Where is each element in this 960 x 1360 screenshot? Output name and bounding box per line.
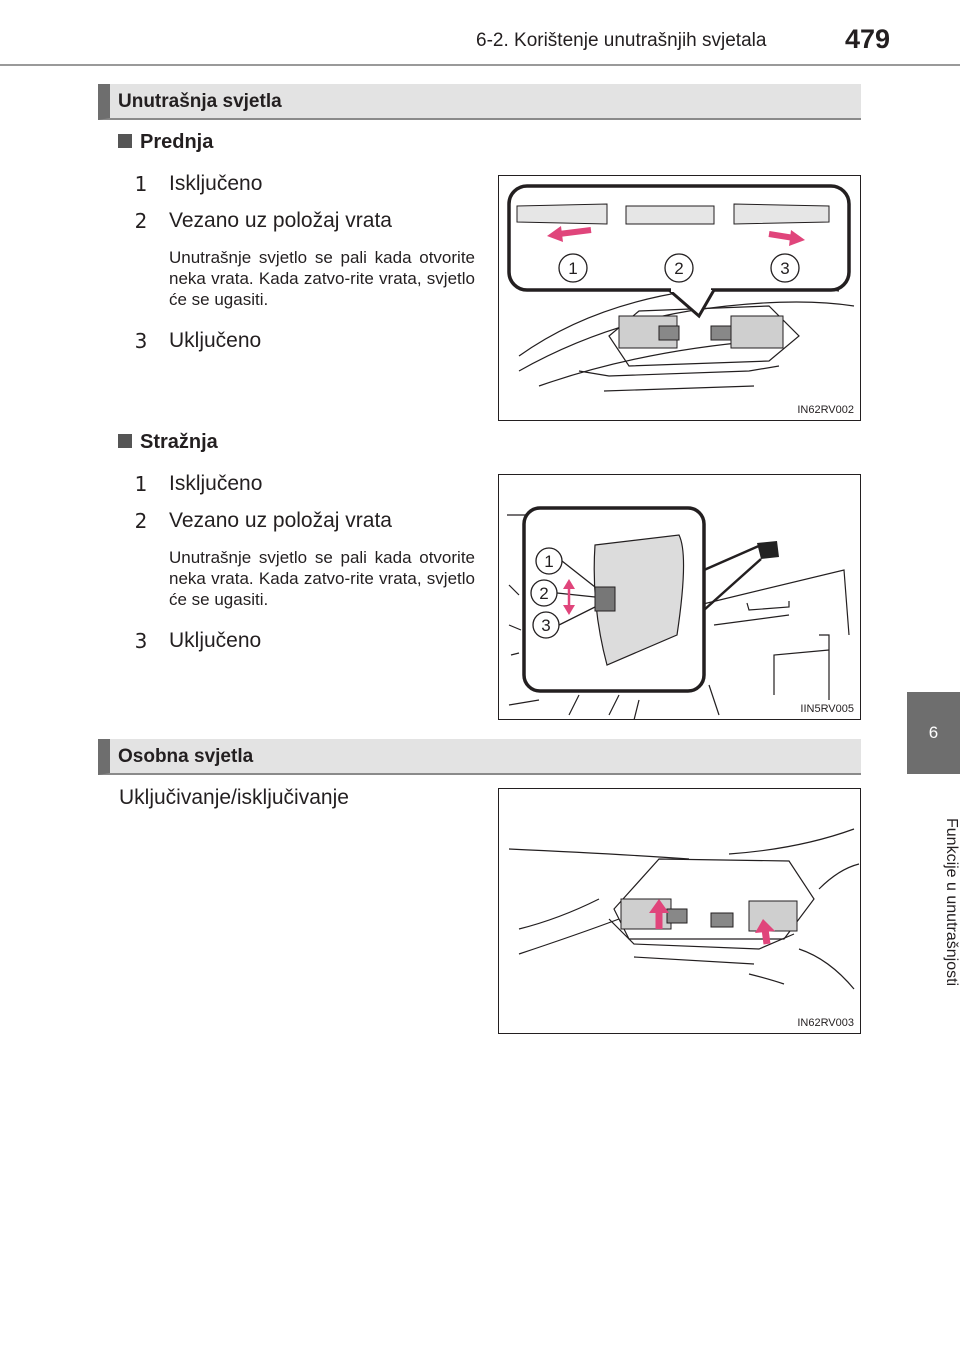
item-label: Isključeno (169, 172, 263, 195)
item-marker: 1 (134, 172, 148, 196)
square-bullet-icon (118, 434, 132, 448)
subsection-title: Stražnja (140, 431, 218, 453)
header-rule (0, 64, 960, 66)
figure-code: IIN5RV005 (800, 703, 854, 715)
figure-callout: 1 (544, 552, 554, 571)
personal-light-illustration (499, 789, 861, 1034)
section-heading-interior-lights (98, 84, 861, 120)
item-note: Unutrašnje svjetlo se pali kada otvorite neka vrata. Kada zatvo-rite vrata, svjetlo će se ugasiti. (169, 248, 475, 309)
subsection-front (118, 131, 213, 154)
item-label: Isključeno (169, 472, 263, 495)
figure-callout: 3 (780, 259, 790, 278)
item-marker: 2 (134, 209, 148, 233)
square-bullet-icon (118, 134, 132, 148)
page-number: 479 (845, 24, 891, 54)
body-text: Uključivanje/isključivanje (119, 786, 349, 809)
item-label: Uključeno (169, 629, 262, 652)
figure-callout: 2 (539, 584, 549, 603)
section-heading-text: Osobna svjetla (118, 746, 254, 767)
figure-code: IN62RV003 (797, 1017, 854, 1029)
subsection-title: Prednja (140, 131, 214, 153)
figure-front-light (498, 175, 861, 421)
section-heading-text: Unutrašnja svjetla (118, 91, 282, 112)
item-marker: 3 (134, 329, 148, 353)
chapter-title-vertical: Funkcije u unutrašnjosti (943, 817, 960, 987)
figure-personal-light (498, 788, 861, 1034)
figure-callout: 3 (541, 616, 551, 635)
item-marker: 1 (134, 472, 148, 496)
figure-rear-light (498, 474, 861, 720)
chapter-tab (907, 692, 960, 774)
item-marker: 3 (134, 629, 148, 653)
item-label: Uključeno (169, 329, 262, 352)
running-header-title: 6-2. Korištenje unutrašnjih svjetala (476, 30, 767, 51)
subsection-rear (118, 431, 218, 454)
item-note: Unutrašnje svjetlo se pali kada otvorite neka vrata. Kada zatvo-rite vrata, svjetlo će se ugasiti. (169, 548, 475, 609)
figure-code: IN62RV002 (797, 404, 854, 416)
figure-callout: 2 (674, 259, 684, 278)
item-label: Vezano uz položaj vrata (169, 209, 392, 232)
figure-callout: 1 (568, 259, 578, 278)
chapter-number: 6 (928, 723, 939, 742)
section-heading-personal-lights (98, 739, 861, 775)
front-light-illustration (499, 176, 861, 421)
item-label: Vezano uz položaj vrata (169, 509, 392, 532)
rear-light-illustration (499, 475, 861, 720)
item-marker: 2 (134, 509, 148, 533)
